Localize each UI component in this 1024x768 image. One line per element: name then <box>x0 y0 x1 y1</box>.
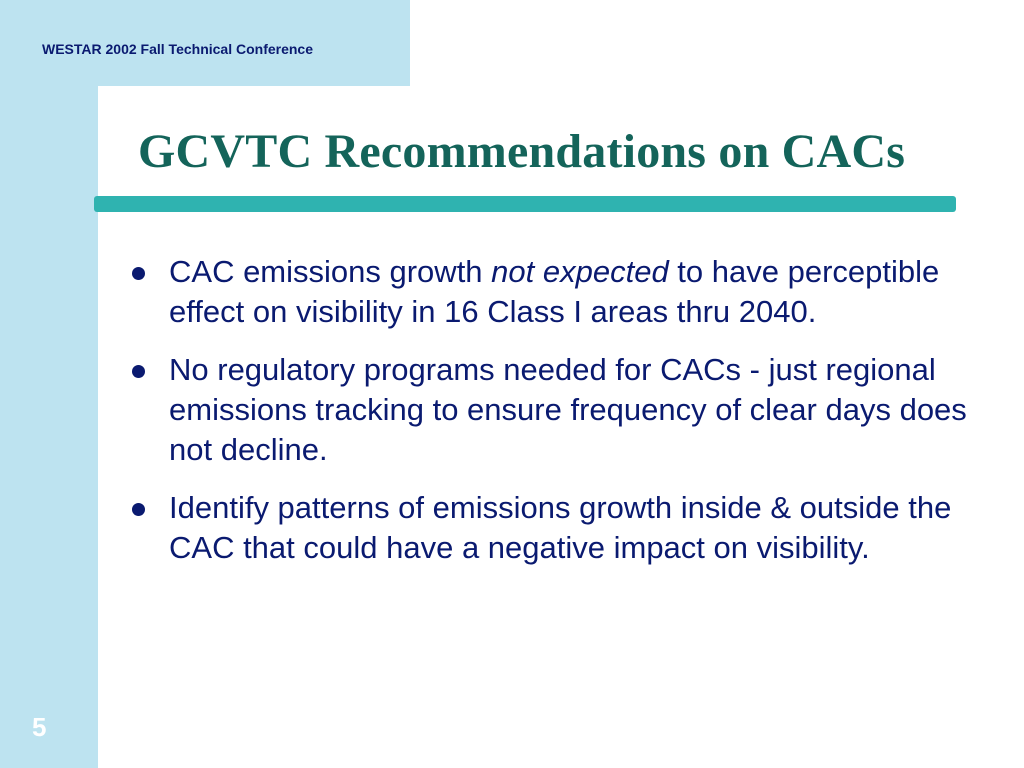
bullet-text-end: to have perceptible effect on visibility in 16 Class I areas thru 2040. <box>169 254 940 329</box>
bullet-text: Identify patterns of emissions growth inside & outside the CAC that could have a negative impact on visibility. <box>169 490 952 565</box>
title-divider <box>94 196 956 212</box>
conference-label: WESTAR 2002 Fall Technical Conference <box>42 41 314 57</box>
bullet-item <box>128 252 968 332</box>
bullet-emphasis: not expected <box>491 254 669 289</box>
bullet-item <box>128 488 968 568</box>
side-background-band <box>0 0 98 768</box>
bullet-dot-icon <box>132 365 145 378</box>
slide-number: 5 <box>32 712 47 742</box>
bullet-text-start: CAC emissions growth <box>169 254 492 289</box>
slide-title: GCVTC Recommendations on CACs <box>138 125 906 178</box>
bullet-item <box>128 350 968 470</box>
bullet-dot-icon <box>132 503 145 516</box>
bullet-list <box>128 252 968 586</box>
bullet-dot-icon <box>132 267 145 280</box>
bullet-text: No regulatory programs needed for CACs - just regional emissions tracking to ensure frequency of clear days does not decline. <box>169 352 967 467</box>
